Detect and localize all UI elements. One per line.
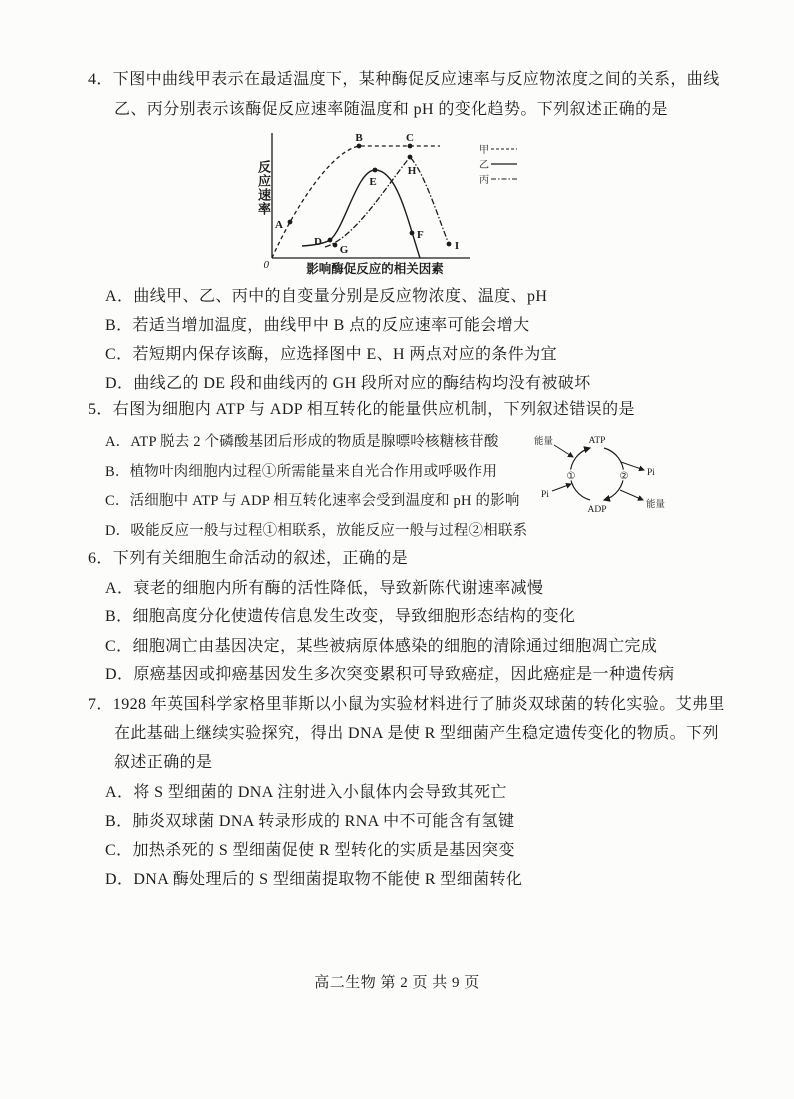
point-d [328, 238, 333, 243]
q7-stem-line-2: 在此基础上继续实验探究，得出 DNA 是使 R 型细菌产生稳定遗传变化的物质。下列 [114, 725, 719, 742]
process-1-label: ① [566, 471, 576, 482]
q5-atp-adp-cycle-figure [530, 428, 675, 518]
q6-option-b: B．细胞高度分化使遗传信息发生改变，导致细胞形态结构的变化 [105, 608, 576, 625]
legend-label-yi: 乙 [479, 160, 489, 171]
q6-option-a: A．衰老的细胞内所有酶的活性降低，导致新陈代谢速率减慢 [105, 580, 544, 597]
q6-option-c: C．细胞凋亡由基因决定，某些被病原体感染的细胞的清除通过细胞凋亡完成 [105, 638, 658, 655]
point-label-i: I [454, 240, 460, 252]
q6-option-d: D．原癌基因或抑癌基因发生多次突变累积可导致癌症，因此癌症是一种遗传病 [105, 666, 675, 683]
q4-option-b: B．若适当增加温度，曲线甲中 B 点的反应速率可能会增大 [105, 317, 530, 334]
q4-option-d: D．曲线乙的 DE 段和曲线丙的 GH 段所对应的酶结构均没有被破坏 [105, 375, 591, 392]
atp-label: ATP [588, 436, 606, 446]
point-h [408, 155, 413, 160]
q7-stem-line-1: 7．1928 年英国科学家格里菲斯以小鼠为实验材料进行了肺炎双球菌的转化实验。艾弗里 [88, 696, 725, 713]
page-footer: 高二生物 第 2 页 共 9 页 [314, 975, 480, 991]
q7-option-b: B．肺炎双球菌 DNA 转录形成的 RNA 中不可能含有氢键 [105, 813, 515, 830]
q5-option-c: C．活细胞中 ATP 与 ADP 相互转化速率会受到温度和 pH 的影响 [105, 493, 520, 509]
energy-output-label: 能量 [646, 500, 666, 510]
q6-stem: 6．下列有关细胞生命活动的叙述，正确的是 [88, 550, 409, 567]
point-label-d: D [314, 236, 322, 248]
q7-option-a: A．将 S 型细菌的 DNA 注射进入小鼠体内会导致其死亡 [105, 784, 507, 801]
x-axis-label: 影响酶促反应的相关因素 [306, 262, 444, 276]
q4-stem-line-1: 4．下图中曲线甲表示在最适温度下，某种酶促反应速率与反应物浓度之间的关系，曲线 [88, 71, 720, 88]
pi-input-label: Pi [541, 490, 549, 500]
point-label-c: C [406, 132, 414, 144]
q5-option-a: A．ATP 脱去 2 个磷酸基团后形成的物质是腺嘌呤核糖核苷酸 [105, 434, 499, 450]
q7-stem-line-3: 叙述正确的是 [114, 754, 213, 771]
point-b [357, 144, 362, 149]
q7-option-c: C．加热杀死的 S 型细菌促使 R 型转化的实质是基因突变 [105, 842, 515, 859]
point-c [408, 144, 413, 149]
point-label-b: B [355, 132, 363, 144]
q4-figure-y-axis-label: 反应速率 [256, 160, 271, 216]
origin-label: 0 [263, 259, 269, 271]
point-label-f: F [417, 229, 424, 241]
q7-option-d: D．DNA 酶处理后的 S 型细菌提取物不能使 R 型细菌转化 [105, 871, 523, 888]
legend-label-bing: 丙 [479, 175, 489, 186]
process-2-label: ② [619, 471, 629, 482]
point-f [410, 231, 415, 236]
q5-option-b: B．植物叶肉细胞内过程①所需能量来自光合作用或呼吸作用 [105, 464, 498, 480]
point-label-e: E [369, 176, 377, 188]
q5-stem: 5．右图为细胞内 ATP 与 ADP 相互转化的能量供应机制，下列叙述错误的是 [88, 401, 635, 418]
pi-input-arrow [552, 484, 571, 491]
energy-output-arrow [620, 490, 643, 500]
point-e [373, 168, 378, 173]
point-label-a: A [275, 219, 283, 231]
q4-option-a: A．曲线甲、乙、丙中的自变量分别是反应物浓度、温度、pH [105, 288, 548, 305]
point-label-h: H [407, 165, 417, 177]
adp-label: ADP [587, 505, 607, 515]
energy-input-label: 能量 [534, 437, 554, 447]
curve-bing [325, 157, 449, 247]
pi-output-arrow [621, 462, 644, 470]
point-a [288, 220, 293, 225]
pi-output-label: Pi [647, 468, 655, 478]
q4-option-c: C．若短期内保存该酶，应选择图中 E、H 两点对应的条件为宜 [105, 346, 558, 363]
q5-option-d: D．吸能反应一般与过程①相联系，放能反应一般与过程②相联系 [105, 523, 528, 539]
legend-label-jia: 甲 [479, 145, 489, 156]
point-g [333, 243, 338, 248]
q4-stem-line-2: 乙、丙分别表示该酶促反应速率随温度和 pH 的变化趋势。下列叙述正确的是 [114, 101, 668, 118]
point-i [447, 242, 452, 247]
q4-enzyme-rate-figure [255, 128, 525, 278]
energy-input-arrow [554, 445, 573, 457]
point-label-g: G [339, 244, 349, 256]
